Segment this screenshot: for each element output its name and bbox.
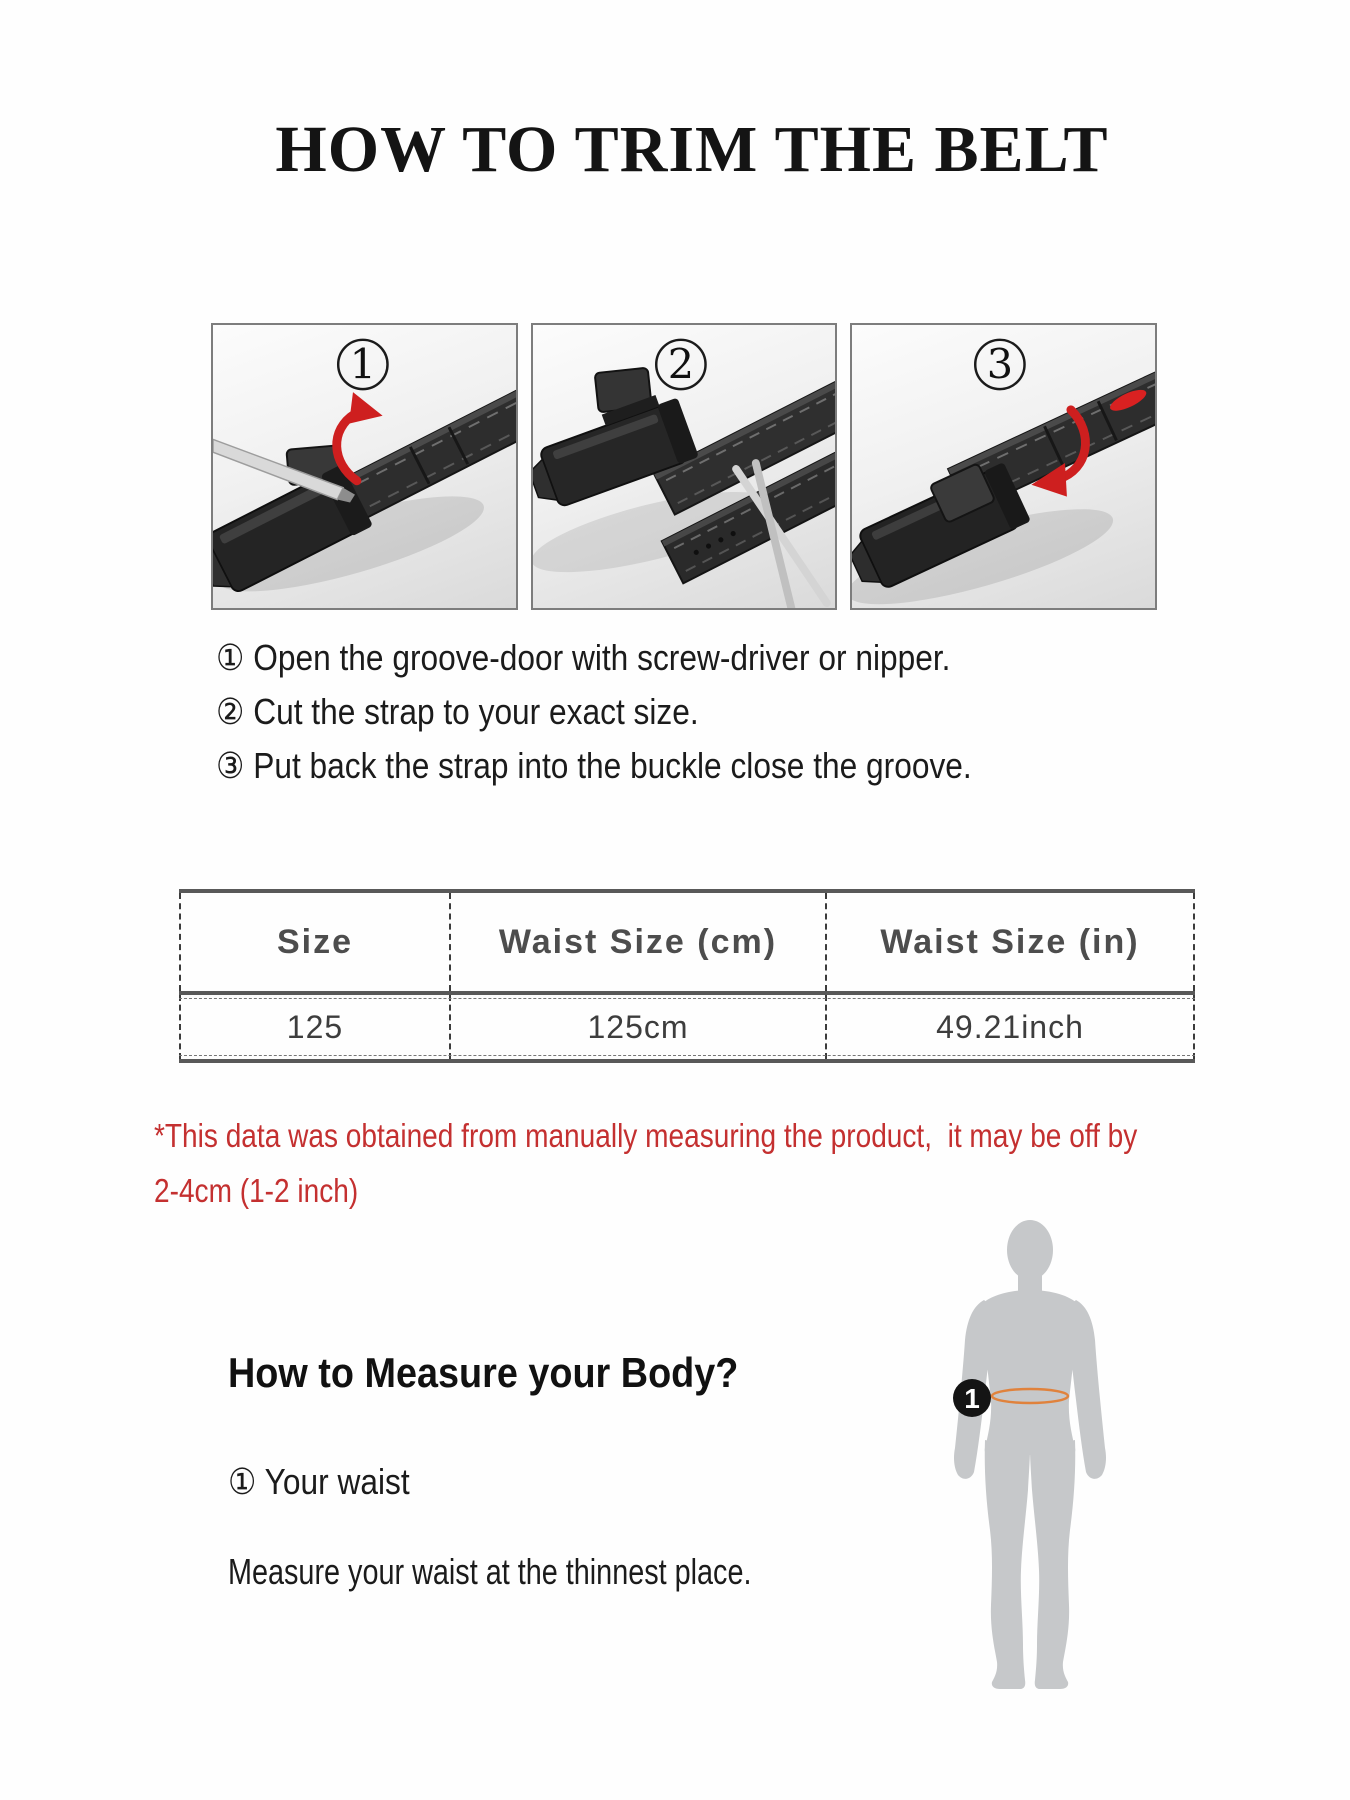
belt-close-groove-illustration xyxy=(852,325,1155,608)
instruction-step-2-text: ② Cut the strap to your exact size. xyxy=(216,691,699,732)
instruction-step-1 xyxy=(216,631,1075,685)
size-table-header-waist-cm: Waist Size (cm) xyxy=(449,893,825,991)
size-table-header-size: Size xyxy=(179,893,449,991)
size-table-header-waist-in: Waist Size (in) xyxy=(825,893,1195,991)
belt-cut-strap-illustration xyxy=(533,325,836,608)
measure-item-waist xyxy=(228,1455,434,1509)
waist-badge-number: 1 xyxy=(964,1383,980,1414)
step-number: 3 xyxy=(987,340,1014,389)
waist-in-value: 49.21inch xyxy=(825,995,1195,1059)
instruction-step-3 xyxy=(216,739,1075,793)
step-number: 2 xyxy=(667,340,694,389)
instruction-step-1-text: ① Open the groove-door with screw-driver or nipper. xyxy=(216,637,951,678)
step-photos-row xyxy=(211,323,1157,610)
instruction-step-2 xyxy=(216,685,1075,739)
disclaimer-line-2-text: 2-4cm (1-2 inch) xyxy=(154,1172,359,1209)
disclaimer-line-1 xyxy=(154,1108,1311,1163)
step-photo-put-back xyxy=(850,323,1157,610)
page-title: HOW TO TRIM THE BELT xyxy=(275,113,1109,186)
body-silhouette-figure xyxy=(900,1200,1160,1710)
measure-description xyxy=(228,1545,882,1599)
step-photo-cut-strap xyxy=(531,323,838,610)
measure-description-text: Measure your waist at the thinnest place. xyxy=(228,1551,752,1592)
body-silhouette xyxy=(900,1200,1160,1710)
belt-open-groove-illustration xyxy=(213,325,516,608)
measure-item-text: ① Your waist xyxy=(228,1461,410,1502)
disclaimer-line-1-text: *This data was obtained from manually measuring the product, it may be off by xyxy=(154,1117,1138,1154)
step-photo-open-groove xyxy=(211,323,518,610)
size-value: 125 xyxy=(179,995,449,1059)
step-number: 1 xyxy=(349,340,377,389)
measure-section-heading xyxy=(228,1345,795,1401)
silhouette-shape xyxy=(954,1220,1106,1689)
size-table-header-row xyxy=(179,893,1195,995)
instruction-step-3-text: ③ Put back the strap into the buckle close the groove. xyxy=(216,745,972,786)
instruction-list xyxy=(216,631,1075,793)
waist-cm-value: 125cm xyxy=(449,995,825,1059)
size-table-data-row xyxy=(179,995,1195,1059)
measure-heading-text: How to Measure your Body? xyxy=(228,1349,739,1396)
size-table xyxy=(179,889,1195,1063)
